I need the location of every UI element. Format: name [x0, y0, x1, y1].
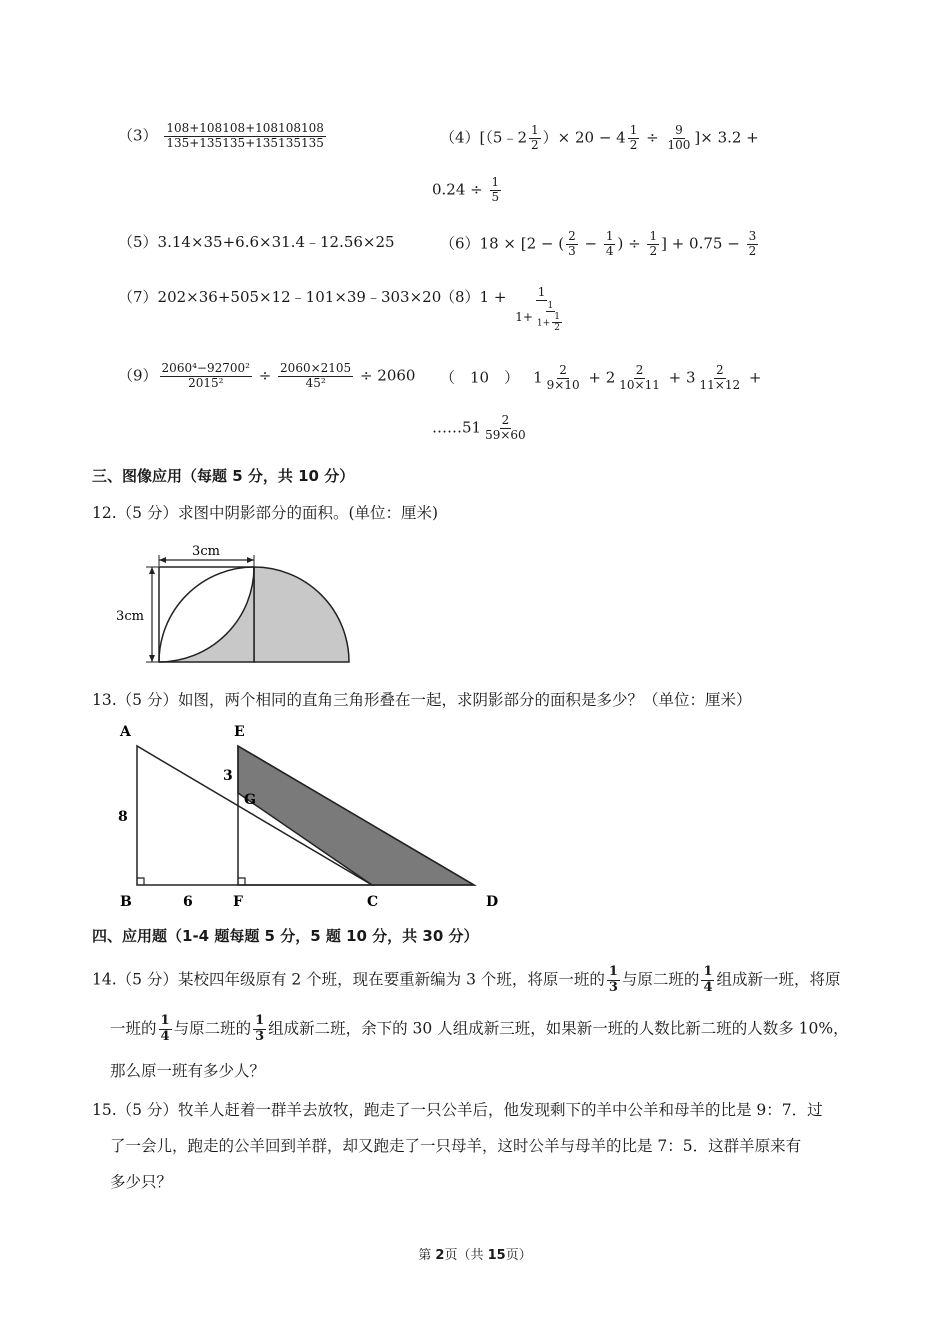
problem-label: （4） [440, 128, 480, 147]
label-top: 3cm [192, 544, 220, 559]
label-f: F [233, 894, 243, 910]
section-4-heading: 四、应用题（1-4 题每题 5 分，5 题 10 分，共 30 分） [92, 927, 479, 945]
problem-label: （3） [118, 126, 158, 145]
question-14-line1: 14.（5 分）某校四年级原有 2 个班，现在要重新编为 3 个班，将原一班的 $\frac{1}{3}$ 与原二班的 $\frac{1}{4}$ 组成新一班，将原 [92, 964, 841, 995]
question-15-line1: 15.（5 分）牧羊人赶着一群羊去放牧，跑走了一只公羊后，他发现剩下的羊中公羊和母羊的比是 9：7．过 [92, 1101, 823, 1119]
question-13: 13.（5 分）如图，两个相同的直角三角形叠在一起，求阴影部分的面积是多少？（单位：厘米） [92, 691, 752, 709]
problem-8: （8）1 + 1 1+ 1 1+ $\frac{1}{2}$ [440, 285, 560, 334]
question-14-line3: 那么原一班有多少人？ [110, 1062, 266, 1080]
page-number: 2 [435, 1248, 445, 1263]
problem-9: （9） $\frac{\text{2060⁴−92700²}}{\text{2015²}}$ ÷ $\frac{2060\times 2105}{\text{45²}}$ ÷ 2060 [118, 361, 416, 390]
shaded-half-circle [254, 567, 349, 662]
figure-12 [110, 538, 355, 668]
label-e: E [234, 724, 245, 740]
problem-10: （ 10 ） 1 $\frac{2}{9\times 10}$ + 2 $\frac{2}{10\times 11}$ + 3 $\frac{2}{11\times 12}$ + [440, 363, 762, 392]
label-6: 6 [183, 894, 193, 910]
problem-6: （6）18 × [2 − ( $\frac{2}{3}$ − $\frac{1}{4}$ ) ÷ $\frac{1}{2}$ ] + 0.75 − $\frac{3}{2}$ [440, 229, 757, 258]
figure-13 [110, 718, 510, 918]
label-3: 3 [223, 768, 233, 784]
right-angle-f [238, 878, 245, 885]
label-8: 8 [118, 809, 128, 825]
fraction: $\frac{108+108108+108108108}{135+135135+135135135}$ [166, 121, 324, 150]
label-left: 3cm [116, 609, 144, 624]
page-total: 15 [487, 1248, 506, 1263]
shaded-leaf [159, 567, 254, 662]
label-c: C [367, 894, 379, 910]
problem-4-line2: 0.24 ÷ $\frac{1}{5}$ [432, 175, 500, 204]
problem-10-line2: ……51 $\frac{2}{59\times 60}$ [432, 413, 526, 442]
question-15-line2: 了一会儿，跑走的公羊回到羊群，却又跑走了一只母羊，这时公羊与母羊的比是 7：5．这群羊原来有 [110, 1137, 802, 1155]
problem-4: （4）[（5﹣2 $\frac{1}{2}$ ）× 20 − 4 $\frac{1}{2}$ ÷ $\frac{9}{100}$ ]× 3.2 + [440, 123, 759, 152]
problem-5: （5）3.14×35+6.6×31.4﹣12.56×25 [118, 233, 395, 251]
question-15-line3: 多少只？ [110, 1173, 173, 1191]
problem-3 [118, 122, 328, 151]
question-12: 12.（5 分）求图中阴影部分的面积。(单位：厘米) [92, 504, 439, 522]
label-g: G [244, 792, 256, 808]
question-14-line2: 一班的 $\frac{1}{4}$ 与原二班的 $\frac{1}{3}$ 组成新二班，余下的 30 人组成新三班，如果新一班的人数比新二班的人数多 10%， [110, 1013, 849, 1044]
problem-7: （7）202×36+505×12﹣101×39﹣303×20 [118, 288, 442, 306]
label-b: B [120, 894, 132, 910]
label-a: A [120, 724, 131, 740]
right-angle-b [137, 878, 144, 885]
page-footer: 第 2页（共 15页） [418, 1248, 532, 1263]
section-3-heading: 三、图像应用（每题 5 分，共 10 分） [92, 467, 355, 485]
label-d: D [486, 894, 499, 910]
